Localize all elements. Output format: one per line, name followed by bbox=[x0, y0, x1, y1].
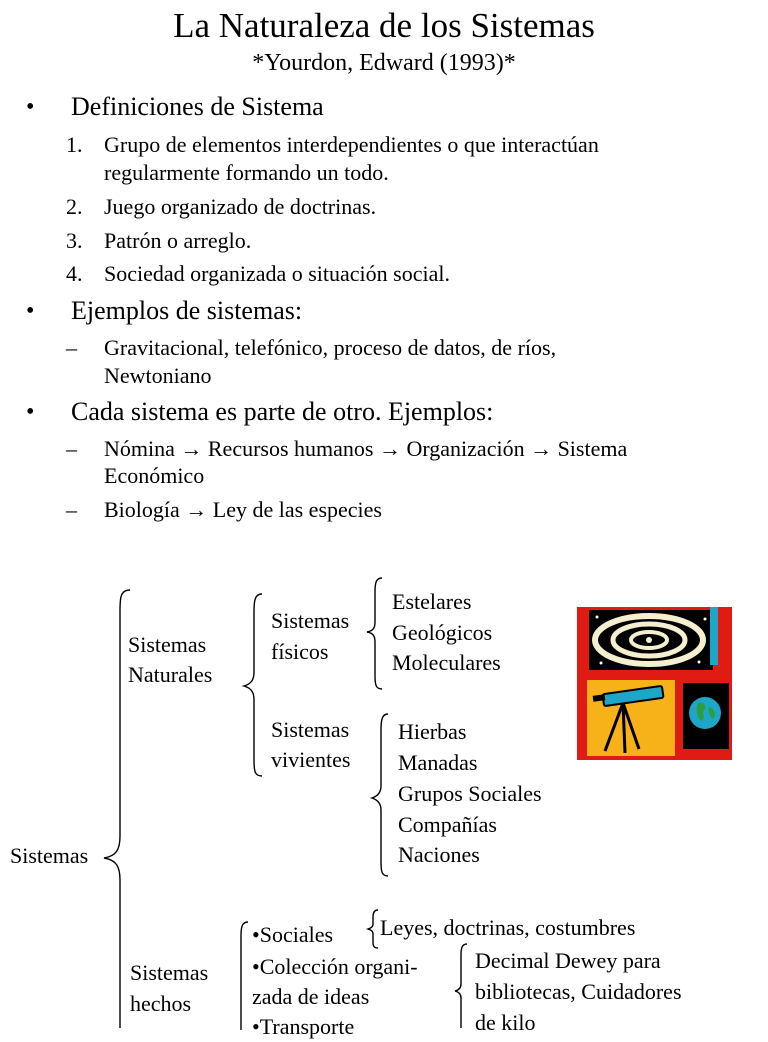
fisicos-child: Geológicos bbox=[392, 620, 493, 645]
list-item-line: regularmente formando un todo. bbox=[104, 160, 389, 185]
bullet-marker: • bbox=[26, 399, 35, 425]
list-item-line: Sociedad organizada o situación social. bbox=[104, 261, 450, 286]
telescope-icon bbox=[587, 680, 675, 756]
astronomy-clipart bbox=[577, 607, 732, 760]
section-heading-cada-sistema: Cada sistema es parte de otro. Ejemplos: bbox=[71, 397, 494, 426]
list-marker: 1. bbox=[66, 132, 83, 157]
naturales-brace bbox=[240, 592, 266, 778]
citation: *Yourdon, Edward (1993)* bbox=[252, 50, 516, 76]
sociales-label: •Sociales bbox=[252, 922, 334, 947]
list-item-line: Económico bbox=[104, 463, 205, 488]
list-item-line: Grupo de elementos interdependientes o que interactúan bbox=[104, 132, 599, 157]
hechos-label-line: Sistemas bbox=[130, 960, 209, 985]
page-title: La Naturaleza de los Sistemas bbox=[173, 6, 595, 45]
fisicos-child: Estelares bbox=[392, 589, 472, 614]
sociales-brace bbox=[365, 908, 381, 948]
fisicos-child: Moleculares bbox=[392, 650, 501, 675]
vivientes-label-line: vivientes bbox=[271, 747, 351, 772]
dash-marker: – bbox=[66, 335, 77, 360]
vivientes-label-line: Sistemas bbox=[271, 717, 350, 742]
list-item-line: Patrón o arreglo. bbox=[104, 228, 252, 253]
naturales-label-line: Naturales bbox=[128, 662, 213, 687]
list-marker: 2. bbox=[66, 194, 83, 219]
list-item-line: Juego organizado de doctrinas. bbox=[104, 194, 377, 219]
coleccion-detail-line: de kilo bbox=[475, 1010, 536, 1035]
vivientes-child: Hierbas bbox=[398, 719, 467, 744]
list-item-line: Biología → Ley de las especies bbox=[104, 497, 382, 522]
coleccion-label-line: •Transporte bbox=[252, 1014, 355, 1039]
coleccion-detail-line: bibliotecas, Cuidadores bbox=[475, 979, 682, 1004]
bullet-marker: • bbox=[26, 298, 35, 324]
list-marker: 4. bbox=[66, 261, 83, 286]
list-marker: 3. bbox=[66, 228, 83, 253]
vivientes-brace bbox=[368, 712, 392, 878]
hechos-brace bbox=[230, 920, 252, 1030]
coleccion-brace bbox=[452, 942, 470, 1028]
vivientes-child: Compañías bbox=[398, 812, 497, 837]
naturales-label-line: Sistemas bbox=[128, 632, 207, 657]
fisicos-brace bbox=[364, 576, 386, 692]
coleccion-label-line: •Colección organi- bbox=[252, 954, 418, 979]
sociales-detail: Leyes, doctrinas, costumbres bbox=[380, 915, 636, 940]
galaxy-icon bbox=[589, 607, 718, 670]
coleccion-label-line: zada de ideas bbox=[252, 984, 370, 1009]
section-heading-definiciones: Definiciones de Sistema bbox=[71, 92, 324, 121]
vivientes-child: Grupos Sociales bbox=[398, 781, 542, 806]
vivientes-child: Naciones bbox=[398, 842, 480, 867]
list-item-line: Newtoniano bbox=[104, 363, 212, 388]
bullet-marker: • bbox=[26, 94, 35, 120]
coleccion-detail-line: Decimal Dewey para bbox=[475, 948, 661, 973]
dash-marker: – bbox=[66, 436, 77, 461]
list-item-line: Gravitacional, telefónico, proceso de datos, de ríos, bbox=[104, 335, 557, 360]
list-item-line: Nómina → Recursos humanos → Organización → Sistema bbox=[104, 436, 628, 461]
fisicos-label-line: físicos bbox=[271, 639, 329, 664]
tree-root-label: Sistemas bbox=[10, 843, 89, 868]
hechos-label-line: hechos bbox=[130, 991, 192, 1016]
section-heading-ejemplos: Ejemplos de sistemas: bbox=[71, 296, 303, 325]
dash-marker: – bbox=[66, 497, 77, 522]
vivientes-child: Manadas bbox=[398, 750, 478, 775]
fisicos-label-line: Sistemas bbox=[271, 608, 350, 633]
globe-icon bbox=[683, 683, 729, 749]
